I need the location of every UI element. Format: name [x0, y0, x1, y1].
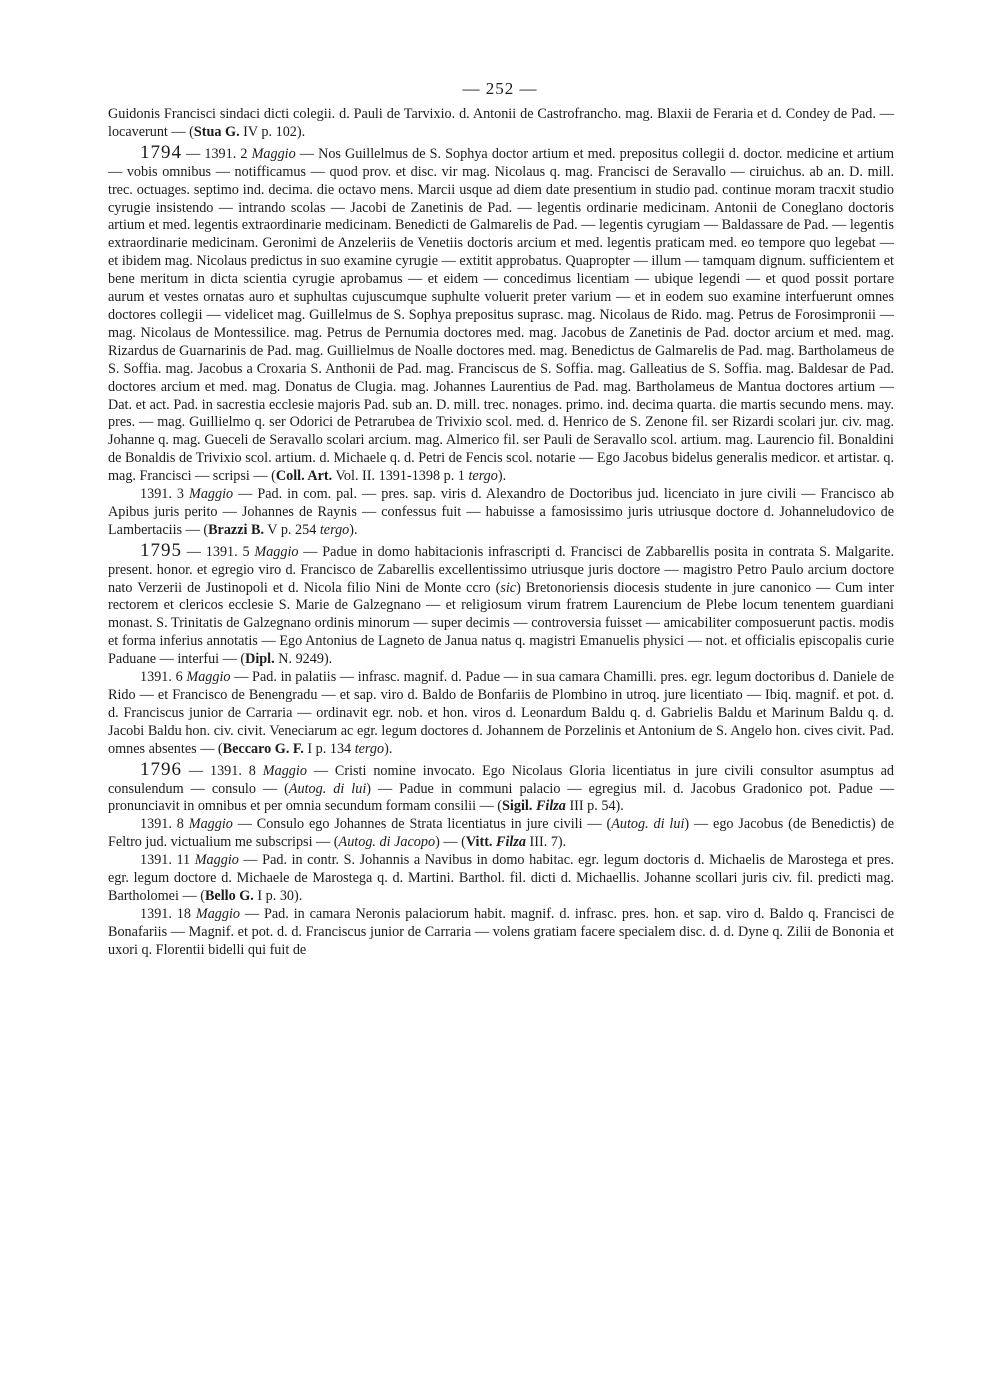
text-run: — Pad. in camara Neronis palaciorum habit. magnif. d. infrasc. pres. hon. et sap. viro d. Baldo q. Francisci de Bonafariis — Magnif. et pot. d. d. Franciscus junior de Carraria — volens gratiam facere specialem disc. d. d. Dyne q. Zilii de Bononia et uxori q. Florentii bidelli qui fuit de [108, 905, 894, 958]
text-paragraph [108, 906, 894, 960]
source-citation: Beccaro G. F. [222, 740, 304, 757]
text-run: Guidonis Francisci sindaci dicti colegii. d. Pauli de Tarvixio. d. Antonii de Castrofrancho. mag. Blaxii de Feraria et d. Condey de Pad. — locaverunt — ( [108, 106, 894, 140]
italic-text: Maggio [194, 852, 239, 869]
text-run: V p. 254 [264, 521, 320, 538]
italic-text: Maggio [186, 669, 231, 686]
text-run: — Pad. in palatiis — infrasc. magnif. d. Padue — in sua camara Chamilli. pres. egr. legum doctoribus d. Daniele de Rido — et Francisco de Benengradu — et sap. viro d. Baldo de Bonfariis de Plombino in utroq. jure licentiato — Ibiq. magnif. et pot. d. d. Franciscus junior de Carraria — ordinavit egr. nob. et hon. viros d. Leonardum Baldu q. d. Gabrielis Baldu et Marinum Baldu q. d. Jacobi Baldu hon. civ. civit. Veneciarum ac egr. legum doctores d. Johannem de Porzelinis et Antonium de S. Angelo hon. cives civit. Pad. omnes absentes — ( [108, 669, 894, 757]
document-number: 1794 [140, 141, 182, 163]
italic-text: Maggio [262, 762, 307, 779]
text-paragraph [108, 106, 894, 142]
text-run: ) — Padue in communi palacio — egregius mil. d. Jacobus Gradonico pot. Padue — pronunciavit in omnibus et per omnia secundum formam consilii — ( [108, 780, 895, 815]
document-number: 1796 [140, 758, 182, 780]
source-citation: Filza [535, 798, 566, 815]
document-number: 1795 [140, 539, 182, 561]
italic-text: sic [500, 579, 517, 596]
text-run: ) Bretonoriensis diocesis studente in jure canonico — Cum inter rectorem et clericos ecclesie S. Marie de Galzegnano — et religiosum virum fratrem Laurencium de Plebe locum tenentem guardiani monast. S. Trinitatis de Galzegnano ordinis minorum — super decimis — controversia fuisset — amicabiliter composuerunt pactis. modis et forma inferius annotatis — Ego Antonius de Lagneto de Janua natus q. magistri Emanuelis physici — not. et officialis episcopalis curie Paduane — interfui — ( [108, 579, 894, 668]
text-paragraph [108, 669, 894, 759]
text-run: 1391. 18 [140, 905, 196, 922]
text-run: ). [384, 740, 393, 757]
italic-text: Maggio [254, 543, 299, 560]
text-run: 1391. 11 [140, 852, 195, 869]
italic-text: tergo [319, 521, 350, 538]
text-paragraph [108, 852, 894, 906]
text-run: — 1391. 5 [182, 543, 255, 560]
italic-text: Maggio [251, 145, 296, 162]
text-paragraph [108, 486, 894, 540]
text-run: — Pad. in contr. S. Johannis a Navibus in domo habitac. egr. legum doctoris d. Michaelis de Marostega et pres. egr. legum doctore d. Michaele de Marostega q. d. Martini. Barthol. fil. dicti d. Michaellis. Johanne scollari juris civ. fil. predicti mag. Bartholomei — ( [108, 852, 894, 904]
text-run: ) — ( [435, 834, 466, 851]
text-run: — Nos Guillelmus de S. Sophya doctor artium et med. prepositus collegii d. doctor. medicine et artium — vobis omnibus — notifficamus — quod prov. et disc. vir mag. Nicolaus q. mag. Francisci de Seravallo — ciruichus. ab an. D. mill. trec. octuages. septimo ind. decima. die octavo mens. Marcii usque ad diem date presentium in studio pad. continue moram tracxit studio cyrugie insistendo — intrando scolas — Jacobi de Zanetinis de Pad. — legentis ordinarie medicinam. Antonii de Coneglano doctoris artium et med. legentis extraordinarie medicinam. Benedicti de Galmarelis de Pad. — legentis cyrugiam — Baldassare de Pad. — legentis extraordinarie medicinam. Geronimi de Anzeleriis de Venetiis doctoris arcium et med. legentis praticam med. eo tempore quo legebat — et ibidem mag. Nicolaus predictus in suo examine cyrugie — extitit approbatus. Quapropter — illum — tamquam dignum. sufficientem et bene meritum in dicta scientia cyrugie aprobamus — et eidem — concedimus licentiam — ubique legendi — et quod possit portare aurum et vestes ornatas auro et suphultas cujuscumque suphulte voluerit preter varium — et in eodem suo examine interfuerunt omnes doctores collegii — videlicet mag. Guillelmus de S. Sophya prepositus suprasc. mag. Nicolaus de Rido. mag. Petrus de Forosimpronii — mag. Nicolaus de Montessilice. mag. Petrus de Pernumia doctores med. mag. Jacobus de Zanetinis de Pad. doctor arcium et med. mag. Rizardus de Guarnarinis de Pad. mag. Guillielmus de Noalle doctores med. mag. Benedictus de Galmarelis de Pad. mag. Bartholameus de S. Soffia. mag. Jacobus a Croxaria S. Anthonii de Pad. mag. Franciscus de S. Soffia. mag. Galleatius de S. Soffia. mag. Baldesar de Pad. doctores arcium et med. mag. Donatus de Clugia. mag. Johannes Laurentius de Pad. mag. Bartholameus de Mantua doctores artium — Dat. et act. Pad. in sacrestia ecclesie majoris Pad. sub an. D. mill. trec. nonages. primo. ind. decima quarta. die martis secundo mens. may. pres. — mag. Guillielmo q. ser Odorici de Petrarubea de Trivixio scol. med. d. Henrico de S. Zenone fil. ser Rizardi scolari jur. civ. mag. Johanne q. mag. Gueceli de Seravallo scolari arcium. mag. Almerico fil. ser Pauli de Seravallo scol. artium. mag. Laurencio fil. Bonaldini de Bonaldis de Trivixio scol. artium. d. Michaele q. d. Petri de Fencis scol. notarie — Ego Jacobus bidelus generalis medicor. et artistar. q. mag. Francisci — scripsi — ( [108, 145, 894, 485]
text-run: 1391. 6 [140, 669, 187, 686]
text-run: ). [349, 521, 358, 538]
text-run: III p. 54). [565, 798, 624, 815]
italic-text: Maggio [189, 486, 234, 503]
text-run: ). [497, 468, 507, 485]
source-citation: Coll. Art. [275, 468, 333, 485]
text-run: 1391. 3 [140, 486, 190, 503]
source-citation: Dipl. [245, 651, 275, 668]
text-run: III. 7). [526, 834, 567, 851]
source-citation: Bello G. [204, 887, 254, 904]
italic-text: tergo [468, 468, 498, 485]
italic-text: Autog. di lui [288, 780, 367, 797]
text-run: I p. 30). [253, 887, 303, 904]
text-run: N. 9249). [274, 651, 333, 668]
body-text [108, 106, 894, 960]
italic-text: Maggio [195, 905, 241, 922]
text-run: ) — ego Jacobus (de Benedictis) de Feltro jud. victualium me subscripsi — ( [108, 816, 895, 851]
text-run: Vol. II. 1391-1398 p. 1 [332, 468, 469, 485]
text-run: — 1391. 8 [182, 762, 263, 779]
page-number: — 252 — [462, 79, 538, 98]
italic-text: Autog. di lui [611, 816, 685, 833]
document-entry-paragraph [108, 539, 895, 669]
text-run: — Cristi nomine invocato. Ego Nicolaus Gloria licentiatus in jure civili consultor asumptus ad consulendum — consulo — ( [108, 762, 894, 797]
italic-text: Maggio [188, 816, 233, 833]
document-entry-paragraph [108, 758, 895, 817]
source-citation: Sigil. [502, 798, 533, 815]
italic-text: tergo [354, 740, 385, 757]
document-entry-paragraph [108, 141, 894, 486]
text-run: — Padue in domo habitacionis infrascripti d. Francisci de Zabbarellis posita in contrata S. Malgarite. present. honor. et egregio viro d. Francisco de Zabarellis excellentissimo utriusque juris doctore — magistro Petro Paulo arcium doctore nato Verzerii de Justinopoli et d. Nicola filio Nini de Monte ccro ( [108, 543, 895, 596]
italic-text: Autog. di Jacopo [338, 834, 436, 851]
source-citation: Brazzi B. [208, 521, 265, 538]
source-citation: Filza [496, 834, 526, 851]
text-run: IV p. 102). [239, 123, 306, 140]
source-citation: Vitt. [465, 834, 493, 851]
source-citation: Stua G. [193, 123, 240, 140]
text-run: 1391. 8 [140, 816, 189, 833]
text-run: — 1391. 2 [182, 145, 252, 162]
text-run: — Consulo ego Johannes de Strata licentiatus in jure civili — ( [232, 816, 612, 833]
text-run: — Pad. in com. pal. — pres. sap. viris d. Alexandro de Doctoribus jud. licenciato in jure civili — Francisco ab Apibus juris perito — Johannes de Raynis — confessus fuit — habuisse a famosissimo juris utriusque doctore d. Johanneludovico de Lambertaciis — ( [108, 486, 895, 538]
text-paragraph [108, 816, 894, 852]
text-run: I p. 134 [303, 740, 355, 757]
